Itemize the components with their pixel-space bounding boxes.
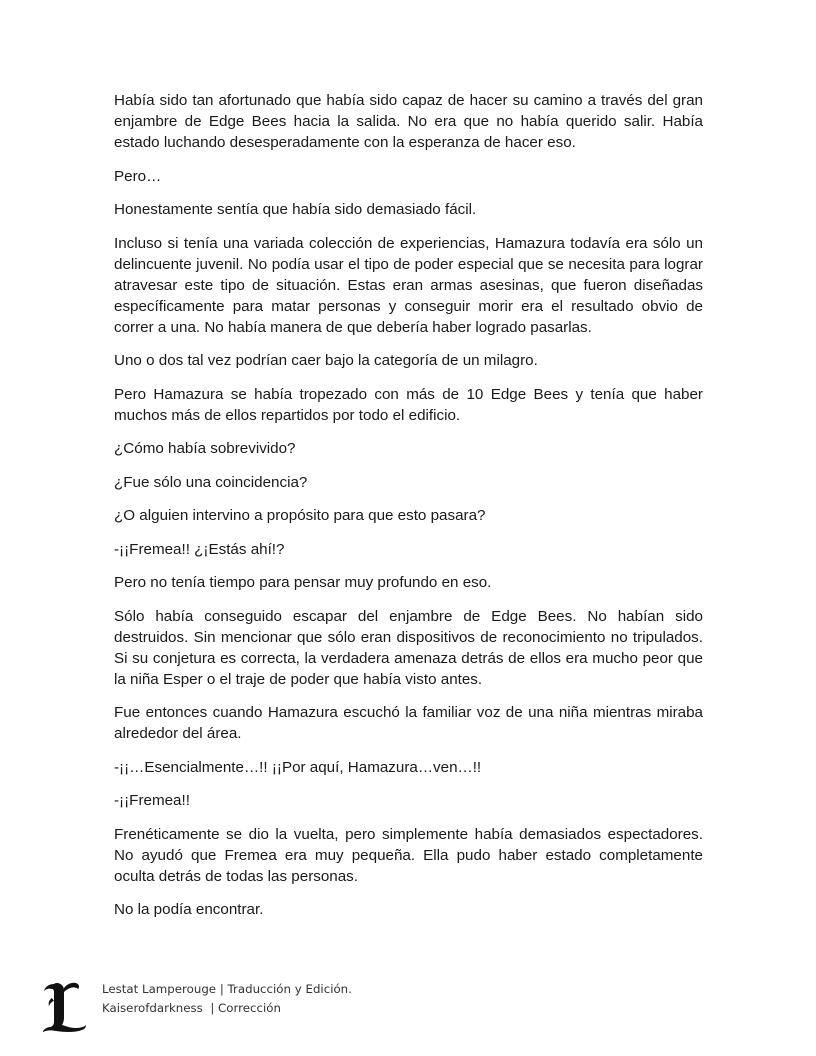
paragraph-10: -¡¡Fremea!! ¿¡Estás ahí!?	[114, 540, 285, 558]
paragraph-16: Frenéticamente se dio la vuelta, pero simplemente había demasiados espectadores. No ayudó que Fremea era muy pequeña. Ella pudo haber estado completamente oculta detrás de todas las personas.	[114, 825, 703, 885]
footer-credit-line-1: Lestat Lamperouge | Traducción y Edición.	[102, 982, 352, 996]
paragraph-13: Fue entonces cuando Hamazura escuchó la familiar voz de una niña mientras miraba alrededor del área.	[114, 704, 703, 742]
paragraph-14: -¡¡…Esencialmente…!! ¡¡Por aquí, Hamazura…ven…!!	[114, 758, 482, 776]
page-footer	[40, 978, 540, 1038]
body-text	[114, 90, 703, 933]
paragraph-7: ¿Cómo había sobrevivido?	[114, 440, 296, 457]
paragraph-12: Sólo había conseguido escapar del enjambre de Edge Bees. No habían sido destruidos. Sin mencionar que sólo eran dispositivos de reconocimiento no tripulados. Si su conjetura es correcta, la verdadera amenaza detrás de ellos era mucho peor que la niña Esper o el traje de poder que había visto antes.	[114, 607, 703, 688]
paragraph-11: Pero no tenía tiempo para pensar muy profundo en eso.	[114, 574, 492, 591]
paragraph-4: Incluso si tenía una variada colección de experiencias, Hamazura todavía era sólo un delincuente juvenil. No podía usar el tipo de poder especial que se necesita para lograr atravesar este tipo de situación. Estas eran armas asesinas, que fueron diseñadas específicamente para matar personas y conseguir morir era el resultado obvio de correr a una. No había manera de que debería haber logrado pasarlas.	[114, 234, 703, 336]
paragraph-17: No la podía encontrar.	[114, 901, 264, 918]
footer-credit-line-2: Kaiserofdarkness | Corrección	[102, 1001, 281, 1015]
footer-credits	[102, 980, 352, 1018]
paragraph-6: Pero Hamazura se había tropezado con más de 10 Edge Bees y tenía que haber muchos más de ellos repartidos por todo el edificio.	[114, 385, 703, 424]
gothic-l-logo-icon	[40, 978, 88, 1034]
paragraph-1: Había sido tan afortunado que había sido capaz de hacer su camino a través del gran enjambre de Edge Bees hacia la salida. No era que no había querido salir. Había estado luchando desesperadamente con la esperanza de hacer eso.	[114, 92, 703, 151]
paragraph-9: ¿O alguien intervino a propósito para que esto pasara?	[114, 507, 486, 524]
paragraph-15: -¡¡Fremea!!	[114, 792, 190, 809]
paragraph-8: ¿Fue sólo una coincidencia?	[114, 473, 308, 491]
paragraph-3: Honestamente sentía que había sido demasiado fácil.	[114, 201, 477, 218]
paragraph-2: Pero…	[114, 167, 162, 185]
paragraph-5: Uno o dos tal vez podrían caer bajo la categoría de un milagro.	[114, 352, 538, 369]
